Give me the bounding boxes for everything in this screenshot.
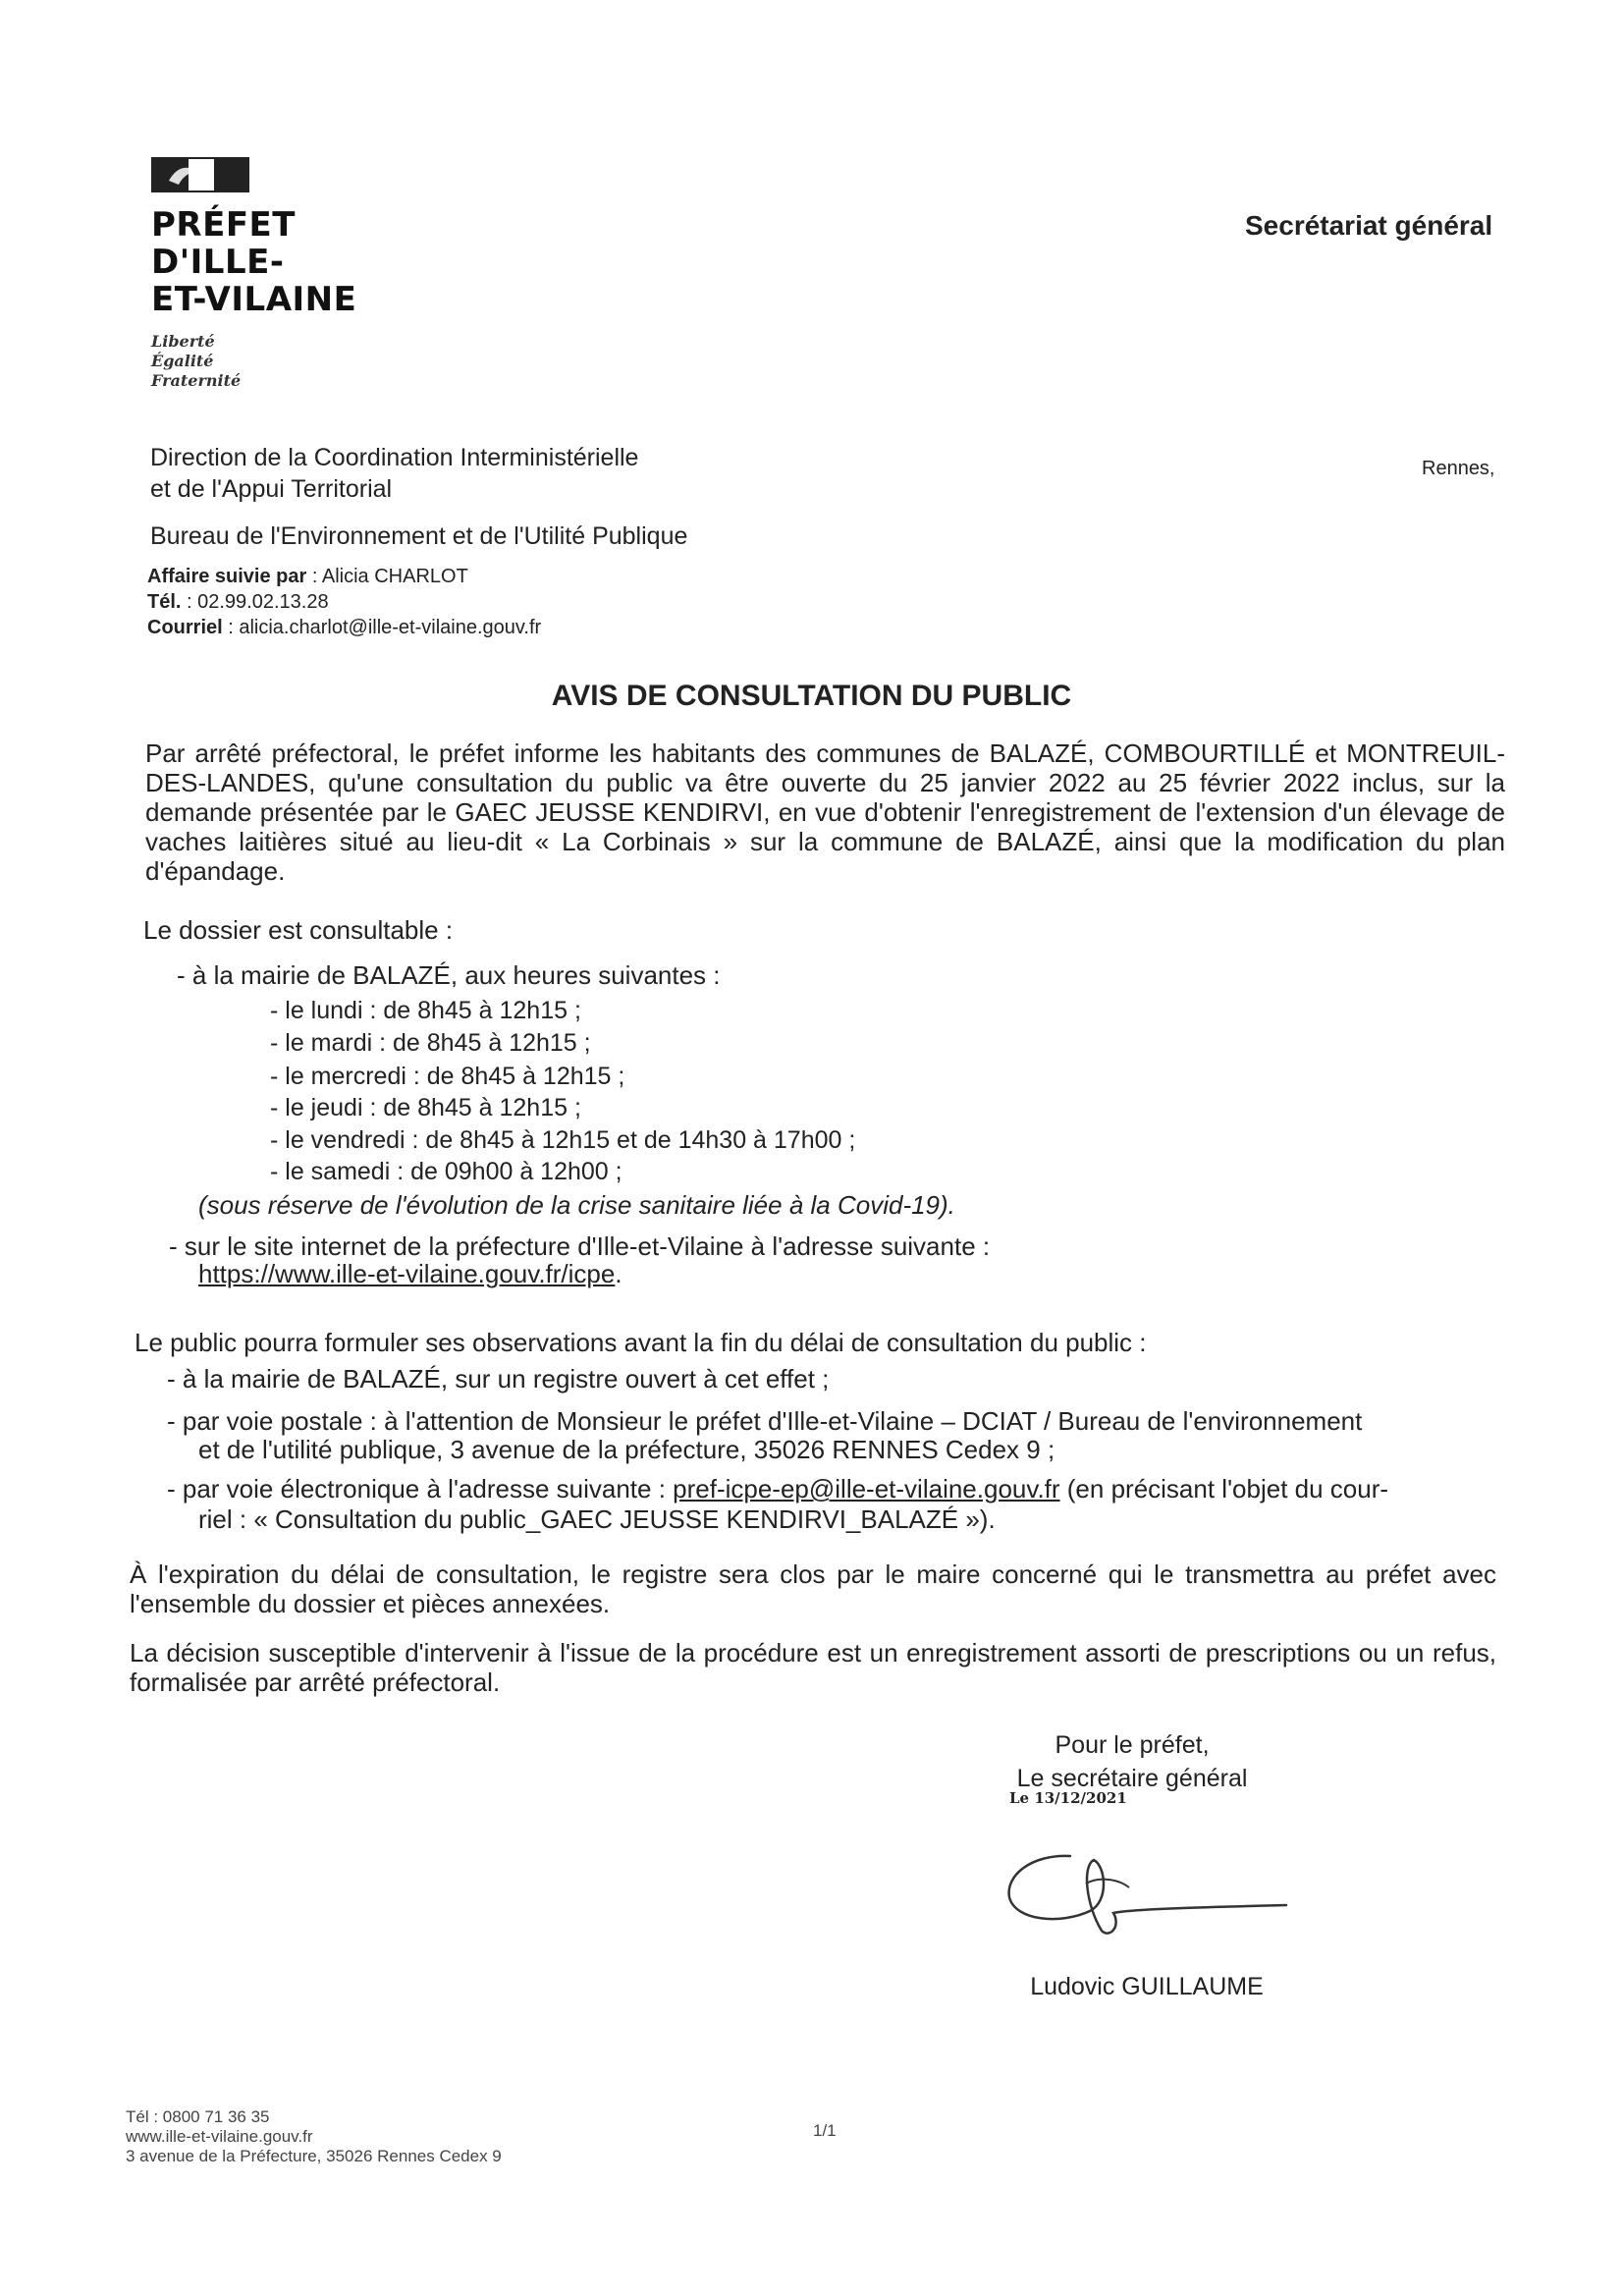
signature-block: Pour le préfet, Le secrétaire général [1016, 1731, 1248, 1792]
decision-paragraph: La décision susceptible d'intervenir à l'issue de la procédure est un enregistrement assorti de prescriptions ou un refus, formalisée par arrêté préfectoral. [130, 1638, 1496, 1697]
courriel-line: Courriel : alicia.charlot@ille-et-vilaine.gouv.fr [147, 617, 542, 638]
covid-note: (sous réserve de l'évolution de la crise sanitaire liée à la Covid-19). [198, 1190, 955, 1220]
expiration-paragraph: À l'expiration du délai de consultation, le registre sera clos par le maire concerné qui le transmettra au préfet avec l'ensemble du dossier et pièces annexées. [130, 1559, 1496, 1618]
affaire-line: Affaire suivie par : Alicia CHARLOT [147, 566, 468, 587]
tel-line: Tél. : 02.99.02.13.28 [147, 591, 329, 613]
signatory-name: Ludovic GUILLAUME [1030, 1973, 1264, 2000]
icpe-link[interactable]: https://www.ille-et-vilaine.gouv.fr/icpe [198, 1259, 616, 1288]
obs-electronique-cont: riel : « Consultation du public_GAEC JEUSSE KENDIRVI_BALAZÉ »). [198, 1504, 996, 1534]
footer-contact: Tél : 0800 71 36 35 www.ille-et-vilaine.gouv.fr 3 avenue de la Préfecture, 35026 Rennes Cedex 9 [126, 2107, 502, 2165]
dossier-heading: Le dossier est consultable : [143, 915, 454, 945]
list-item: - le mardi : de 8h45 à 12h15 ; [270, 1029, 591, 1057]
republic-motto: Liberté Égalité Fraternité [151, 332, 242, 390]
list-item: - le samedi : de 09h00 à 12h00 ; [270, 1158, 622, 1185]
marianne-emblem-icon [151, 157, 249, 192]
list-item: - le jeudi : de 8h45 à 12h15 ; [270, 1094, 581, 1121]
date-stamp: Le 13/12/2021 [1009, 1789, 1127, 1807]
bureau-name: Bureau de l'Environnement et de l'Utilité Publique [150, 522, 688, 550]
dossier-mairie: - à la mairie de BALAZÉ, aux heures suivantes : [177, 960, 721, 990]
handwritten-signature [992, 1836, 1306, 1944]
prefecture-logo [151, 157, 356, 391]
dossier-site: - sur le site internet de la préfecture d'Ille-et-Vilaine à l'adresse suivante : [169, 1231, 991, 1261]
obs-postale-cont: et de l'utilité publique, 3 avenue de la préfecture, 35026 RENNES Cedex 9 ; [198, 1435, 1055, 1464]
list-item: - le vendredi : de 8h45 à 12h15 et de 14h30 à 17h00 ; [270, 1126, 856, 1154]
document-title: AVIS DE CONSULTATION DU PUBLIC [551, 680, 1072, 712]
list-item: - le mercredi : de 8h45 à 12h15 ; [270, 1063, 625, 1090]
direction-name: Direction de la Coordination Interministérielle et de l'Appui Territorial [150, 444, 639, 503]
email-link[interactable]: pref-icpe-ep@ille-et-vilaine.gouv.fr [673, 1474, 1060, 1503]
service-name: Secrétariat général [1245, 210, 1493, 241]
observations-heading: Le public pourra formuler ses observations avant la fin du délai de consultation du public : [135, 1328, 1147, 1357]
obs-electronique: - par voie électronique à l'adresse suivante : pref-icpe-ep@ille-et-vilaine.gouv.fr (en précisant l'objet du cour- [167, 1474, 1389, 1503]
list-item: - le lundi : de 8h45 à 12h15 ; [270, 997, 581, 1024]
prefet-name: PRÉFET D'ILLE- ET-VILAINE [151, 205, 357, 319]
obs-postale: - par voie postale : à l'attention de Monsieur le préfet d'Ille-et-Vilaine – DCIAT / Bureau de l'environnement [167, 1406, 1363, 1436]
intro-paragraph: Par arrêté préfectoral, le préfet informe les habitants des communes de BALAZÉ, COMBOURTILLÉ et MONTREUIL-DES-LANDES, qu'une consultation du public va être ouverte du 25 janvier 2022 au 25 février 2022 inclus, sur la demande présentée par le GAEC JEUSSE KENDIRVI, en vue d'obtenir l'enregistrement de l'extension d'un élevage de vaches laitières situé au lieu-dit « La Corbinais » sur la commune de BALAZÉ, ainsi que la modification du plan d'épandage. [145, 738, 1505, 886]
place-date: Rennes, [1422, 458, 1495, 479]
contact-block [147, 564, 541, 640]
obs-registre: - à la mairie de BALAZÉ, sur un registre ouvert à cet effet ; [167, 1364, 830, 1394]
icpe-link-line: https://www.ille-et-vilaine.gouv.fr/icpe. [198, 1259, 622, 1288]
page-number: 1/1 [813, 2121, 837, 2140]
